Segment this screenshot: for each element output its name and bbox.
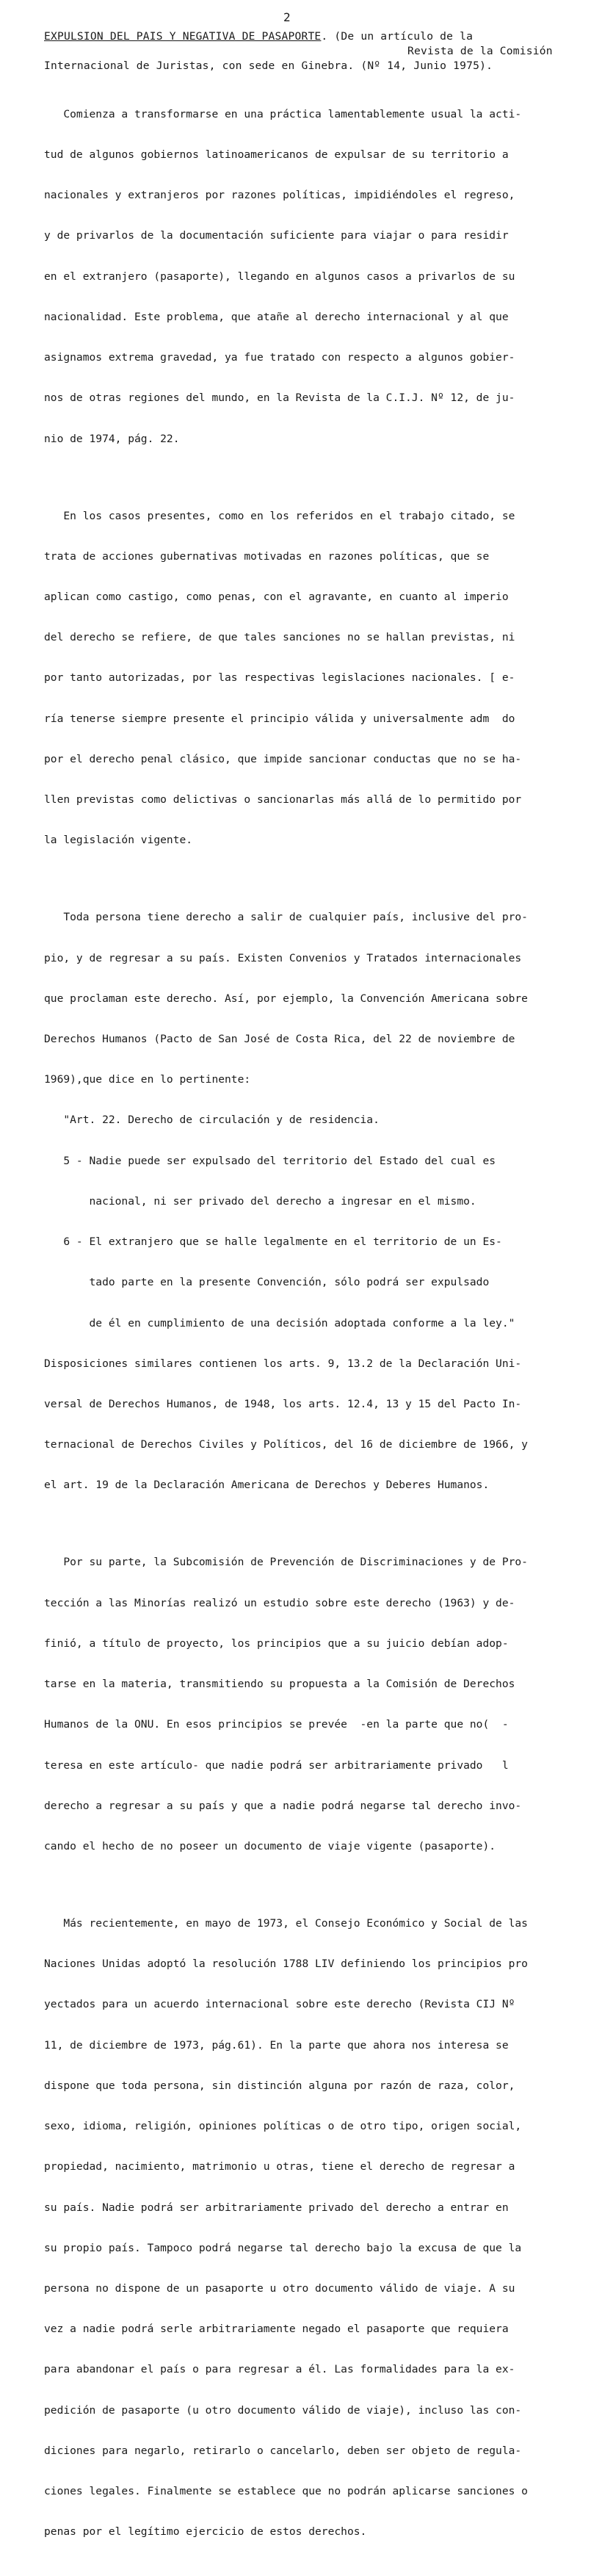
text-line: su país. Nadie podrá ser arbitrariamente privado del derecho a entrar en bbox=[44, 2201, 509, 2214]
paragraph bbox=[44, 884, 591, 1520]
text-line: del derecho se refiere, de que tales sanciones no se hallan previstas, ni bbox=[44, 631, 515, 644]
text-line: versal de Derechos Humanos, de 1948, los arts. 12.4, 13 y 15 del Pacto In- bbox=[44, 1398, 522, 1410]
text-line: vez a nadie podrá serle arbitrariamente negado el pasaporte que requiera bbox=[44, 2323, 509, 2336]
text-line: persona no dispone de un pasaporte u otro documento válido de viaje. A su bbox=[44, 2282, 515, 2295]
text-line: sexo, idioma, religión, opiniones políticas o de otro tipo, origen social, bbox=[44, 2120, 522, 2133]
quote-line: nacional, ni ser privado del derecho a ingresar en el mismo. bbox=[44, 1194, 476, 1208]
text-line: en el extranjero (pasaporte), llegando en algunos casos a privarlos de su bbox=[44, 270, 515, 283]
document-heading bbox=[44, 29, 587, 73]
text-line: dispone que toda persona, sin distinción alguna por razón de raza, color, bbox=[44, 2079, 515, 2092]
text-line: ría tenerse siempre presente el principio válida y universalmente adm do bbox=[44, 712, 515, 725]
text-line: ciones legales. Finalmente se establece que no podrán aplicarse sanciones o bbox=[44, 2485, 528, 2498]
text-line: tección a las Minorías realizó un estudio sobre este derecho (1963) y de- bbox=[44, 1596, 515, 1609]
text-line: Derechos Humanos (Pacto de San José de Costa Rica, del 22 de noviembre de bbox=[44, 1033, 515, 1046]
text-line: yectados para un acuerdo internacional sobre este derecho (Revista CIJ Nº bbox=[44, 1998, 515, 2011]
text-line: derecho a regresar a su país y que a nadie podrá negarse tal derecho invo- bbox=[44, 1799, 522, 1812]
page-number: 2 bbox=[283, 10, 291, 24]
quote-line: "Art. 22. Derecho de circulación y de residencia. bbox=[44, 1114, 380, 1127]
paragraph bbox=[44, 1529, 591, 1881]
text-line: teresa en este artículo- que nadie podrá ser arbitrariamente privado l bbox=[44, 1758, 509, 1772]
text-line: 1969),que dice en lo pertinente: bbox=[44, 1073, 251, 1086]
quote-line: tado parte en la presente Convención, sólo podrá ser expulsado bbox=[44, 1276, 490, 1289]
text-line: su propio país. Tampoco podrá negarse tal derecho bajo la excusa de que la bbox=[44, 2241, 522, 2254]
quote-line: de él en cumplimiento de una decisión adoptada conforme a la ley." bbox=[44, 1316, 515, 1330]
text-line: nacionalidad. Este problema, que atañe al derecho internacional y al que bbox=[44, 310, 509, 323]
text-line: Comienza a transformarse en una práctica lamentablemente usual la acti- bbox=[44, 107, 522, 120]
text-line: ternacional de Derechos Civiles y Políticos, del 16 de diciembre de 1966, y bbox=[44, 1438, 528, 1451]
heading-source-start: . (De un artículo de la bbox=[321, 30, 474, 43]
quote-line: 6 - El extranjero que se halle legalmente en el territorio de un Es- bbox=[44, 1235, 502, 1249]
text-line: por el derecho penal clásico, que impide sancionar conductas que no se ha- bbox=[44, 752, 522, 765]
text-line: asignamos extrema gravedad, ya fue tratado con respecto a algunos gobier- bbox=[44, 351, 515, 364]
text-line: Disposiciones similares contienen los arts. 9, 13.2 de la Declaración Uni- bbox=[44, 1357, 522, 1370]
text-line: la legislación vigente. bbox=[44, 834, 193, 847]
text-line: para abandonar el país o para regresar a él. Las formalidades para la ex- bbox=[44, 2363, 515, 2376]
text-line: penas por el legítimo ejercicio de estos derechos. bbox=[44, 2525, 367, 2539]
text-line: Toda persona tiene derecho a salir de cualquier país, inclusive del pro- bbox=[44, 911, 528, 924]
text-line: Por su parte, la Subcomisión de Prevención de Discriminaciones y de Pro- bbox=[44, 1556, 528, 1569]
text-line: pio, y de regresar a su país. Existen Convenios y Tratados internacionales bbox=[44, 951, 522, 964]
paragraph bbox=[44, 483, 591, 875]
text-line: finió, a título de proyecto, los principios que a su juicio debían adop- bbox=[44, 1637, 509, 1650]
text-line: y de privarlos de la documentación suficiente para viajar o para residir bbox=[44, 229, 509, 242]
heading-source-end: Internacional de Juristas, con sede en Ginebra. (Nº 14, Junio 1975). bbox=[44, 59, 493, 72]
text-line: trata de acciones gubernativas motivadas en razones políticas, que se bbox=[44, 549, 490, 563]
quote-line: 5 - Nadie puede ser expulsado del territorio del Estado del cual es bbox=[44, 1154, 496, 1167]
text-line: nio de 1974, pág. 22. bbox=[44, 432, 180, 445]
document-body bbox=[44, 81, 591, 2576]
text-line: por tanto autorizadas, por las respectivas legislaciones nacionales. [ e- bbox=[44, 671, 515, 685]
text-line: 11, de diciembre de 1973, pág.61). En la parte que ahora nos interesa se bbox=[44, 2038, 509, 2052]
heading-title: EXPULSION DEL PAIS Y NEGATIVA DE PASAPORTE bbox=[44, 30, 322, 43]
text-line: Humanos de la ONU. En esos principios se prevée -en la parte que no( - bbox=[44, 1718, 509, 1731]
text-line: el art. 19 de la Declaración Americana de Derechos y Deberes Humanos. bbox=[44, 1479, 490, 1492]
text-line: pedición de pasaporte (u otro documento válido de viaje), incluso las con- bbox=[44, 2403, 522, 2417]
text-line: nos de otras regiones del mundo, en la Revista de la C.I.J. Nº 12, de ju- bbox=[44, 392, 515, 405]
paragraph bbox=[44, 1890, 591, 2566]
paragraph bbox=[44, 81, 591, 473]
text-line: Más recientemente, en mayo de 1973, el Consejo Económico y Social de las bbox=[44, 1917, 528, 1930]
text-line: llen previstas como delictivas o sancionarlas más allá de lo permitido por bbox=[44, 793, 522, 807]
text-line: que proclaman este derecho. Así, por ejemplo, la Convención Americana sobre bbox=[44, 992, 528, 1005]
text-line: Naciones Unidas adoptó la resolución 1788 LIV definiendo los principios pro bbox=[44, 1958, 528, 1971]
heading-source-continued: Revista de la Comisión bbox=[407, 45, 553, 57]
text-line: tud de algunos gobiernos latinoamericanos de expulsar de su territorio a bbox=[44, 148, 509, 162]
text-line: propiedad, nacimiento, matrimonio u otras, tiene el derecho de regresar a bbox=[44, 2160, 515, 2173]
text-line: En los casos presentes, como en los referidos en el trabajo citado, se bbox=[44, 509, 515, 522]
text-line: tarse en la materia, transmitiendo su propuesta a la Comisión de Derechos bbox=[44, 1678, 515, 1691]
text-line: cando el hecho de no poseer un documento de viaje vigente (pasaporte). bbox=[44, 1840, 496, 1852]
heading-line-1 bbox=[44, 29, 587, 44]
text-line: nacionales y extranjeros por razones políticas, impidiéndoles el regreso, bbox=[44, 189, 515, 202]
text-line: diciones para negarlo, retirarlo o cancelarlo, deben ser objeto de regula- bbox=[44, 2444, 522, 2457]
text-line: aplican como castigo, como penas, con el agravante, en cuanto al imperio bbox=[44, 591, 509, 604]
